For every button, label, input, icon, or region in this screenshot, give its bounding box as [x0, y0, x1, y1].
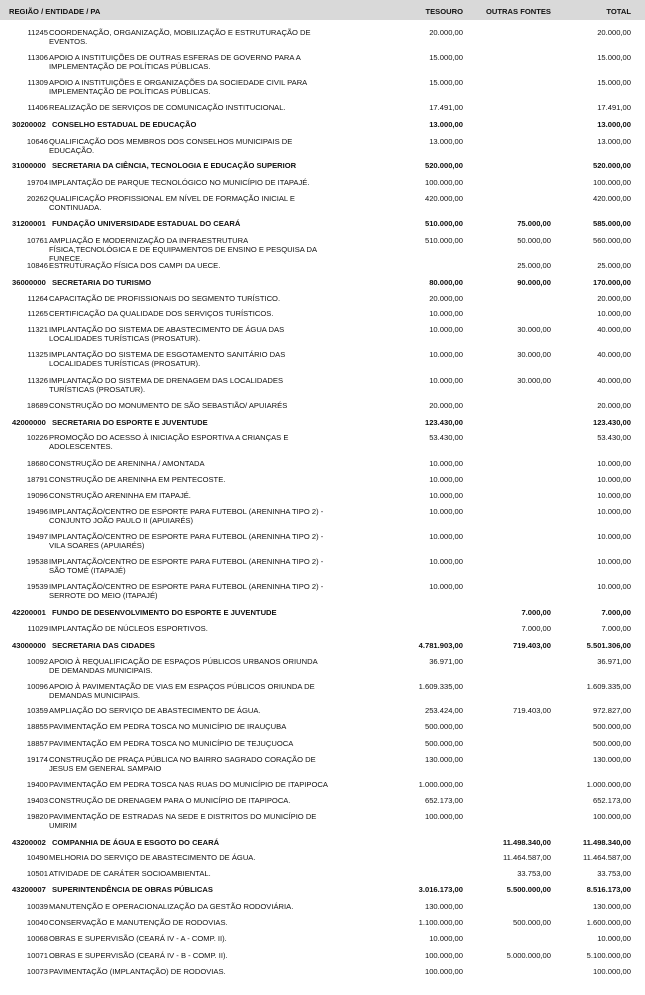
row-tesouro: 1.609.335,00 [418, 682, 463, 691]
row-tesouro: 520.000,00 [424, 161, 463, 170]
row-total: 100.000,00 [592, 967, 631, 976]
row-code: 11406 [27, 103, 48, 112]
row-total: 520.000,00 [592, 161, 631, 170]
row-outras-fontes: 11.498.340,00 [502, 838, 551, 847]
row-code: 18791 [26, 475, 48, 484]
row-outras-fontes: 7.000,00 [521, 624, 551, 633]
row-tesouro: 10.000,00 [429, 491, 463, 500]
row-description: IMPLANTAÇÃO/CENTRO DE ESPORTE PARA FUTEBOL (ARENINHA TIPO 2) - VILA SOARES (APUIARÉS) [49, 532, 324, 550]
row-tesouro: 10.000,00 [429, 532, 463, 541]
row-total: 1.600.000,00 [586, 918, 631, 927]
row-code: 19096 [26, 491, 48, 500]
row-outras-fontes: 5.500.000,00 [506, 885, 551, 894]
row-total: 100.000,00 [592, 812, 631, 821]
row-code: 18680 [26, 459, 48, 468]
row-code: 18689 [26, 401, 48, 410]
row-total: 40.000,00 [597, 325, 631, 334]
row-description: APOIO À REQUALIFICAÇÃO DE ESPAÇOS PÚBLICOS URBANOS ORIUNDA DE DEMANDAS MUNICIPAIS. [49, 657, 318, 675]
row-description: CONSTRUÇÃO DE ARENINHA EM PENTECOSTE. [49, 475, 226, 484]
row-tesouro: 17.491,00 [429, 103, 463, 112]
row-total: 652.173,00 [592, 796, 631, 805]
row-tesouro: 130.000,00 [424, 755, 463, 764]
row-total: 420.000,00 [592, 194, 631, 203]
row-outras-fontes: 75.000,00 [517, 219, 551, 228]
row-total: 15.000,00 [597, 53, 631, 62]
header-region: REGIÃO / ENTIDADE / PA [9, 7, 101, 16]
row-code: 10096 [26, 682, 48, 691]
row-description: APOIO A INSTITUIÇÕES E ORGANIZAÇÕES DA SOCIEDADE CIVIL PARA IMPLEMENTAÇÃO DE POLÍTICAS PÚBLICAS. [49, 78, 307, 96]
row-description: CONSTRUÇÃO DO MONUMENTO DE SÃO SEBASTIÃO/ APUIARÉS [49, 401, 288, 410]
row-description: QUALIFICAÇÃO PROFISSIONAL EM NÍVEL DE FORMAÇÃO INICIAL E CONTINUADA. [49, 194, 295, 212]
row-code: 10646 [26, 137, 48, 146]
row-code: 10073 [26, 967, 48, 976]
row-tesouro: 10.000,00 [429, 934, 463, 943]
row-description: PAVIMENTAÇÃO EM PEDRA TOSCA NO MUNICÍPIO DE IRAUÇUBA [49, 722, 287, 731]
row-total: 585.000,00 [592, 219, 631, 228]
row-total: 40.000,00 [597, 350, 631, 359]
row-tesouro: 123.430,00 [424, 418, 463, 427]
row-total: 123.430,00 [592, 418, 631, 427]
row-description: SECRETARIA DO ESPORTE E JUVENTUDE [52, 418, 208, 427]
row-description: AMPLIAÇÃO E MODERNIZAÇÃO DA INFRAESTRUTURA FÍSICA,TECNOLÓGICA E DE EQUIPAMENTOS DE ENSINO E PESQUISA DA FUNECE. [49, 236, 317, 263]
row-outras-fontes: 7.000,00 [521, 608, 551, 617]
row-outras-fontes: 719.403,00 [512, 706, 551, 715]
row-description: PAVIMENTAÇÃO DE ESTRADAS NA SEDE E DISTRITOS DO MUNICÍPIO DE UMIRIM [49, 812, 317, 830]
row-code: 10846 [26, 261, 48, 270]
row-total: 5.100.000,00 [586, 951, 631, 960]
row-tesouro: 20.000,00 [429, 28, 463, 37]
row-code: 18857 [26, 739, 48, 748]
row-description: APOIO A INSTITUIÇÕES DE OUTRAS ESFERAS DE GOVERNO PARA A IMPLEMENTAÇÃO DE POLÍTICAS PÚBLICAS. [49, 53, 301, 71]
row-tesouro: 500.000,00 [424, 739, 463, 748]
row-tesouro: 10.000,00 [429, 582, 463, 591]
row-tesouro: 53.430,00 [429, 433, 463, 442]
table-header [0, 0, 645, 20]
row-code: 43000000 [12, 641, 46, 650]
row-description: AMPLIAÇÃO DO SERVIÇO DE ABASTECIMENTO DE ÁGUA. [49, 706, 261, 715]
row-code: 10068 [26, 934, 48, 943]
row-description: OBRAS E SUPERVISÃO (CEARÁ IV - A - COMP. II). [49, 934, 227, 943]
row-tesouro: 10.000,00 [429, 475, 463, 484]
row-tesouro: 36.971,00 [429, 657, 463, 666]
row-tesouro: 420.000,00 [424, 194, 463, 203]
row-total: 15.000,00 [597, 78, 631, 87]
row-description: SECRETARIA DO TURISMO [52, 278, 152, 287]
row-code: 19174 [26, 755, 48, 764]
row-tesouro: 100.000,00 [424, 967, 463, 976]
row-outras-fontes: 30.000,00 [517, 325, 551, 334]
row-code: 19704 [26, 178, 48, 187]
row-tesouro: 13.000,00 [429, 120, 463, 129]
row-description: PAVIMENTAÇÃO (IMPLANTAÇÃO) DE RODOVIAS. [49, 967, 226, 976]
row-total: 972.827,00 [592, 706, 631, 715]
row-total: 53.430,00 [597, 433, 631, 442]
row-tesouro: 13.000,00 [429, 137, 463, 146]
row-tesouro: 130.000,00 [424, 902, 463, 911]
row-total: 36.971,00 [597, 657, 631, 666]
row-description: MANUTENÇÃO E OPERACIONALIZAÇÃO DA GESTÃO RODOVIÁRIA. [49, 902, 294, 911]
row-code: 10226 [26, 433, 48, 442]
header-tesouro: TESOURO [425, 7, 463, 16]
row-description: PAVIMENTAÇÃO EM PEDRA TOSCA NAS RUAS DO MUNICÍPIO DE ITAPIPOCA [49, 780, 328, 789]
row-code: 19497 [26, 532, 48, 541]
header-outras-fontes: OUTRAS FONTES [486, 7, 551, 16]
row-description: REALIZAÇÃO DE SERVIÇOS DE COMUNICAÇÃO INSTITUCIONAL. [49, 103, 286, 112]
row-total: 130.000,00 [592, 902, 631, 911]
row-description: APOIO À PAVIMENTAÇÃO DE VIAS EM ESPAÇOS PÚBLICOS ORIUNDA DE DEMANDAS MUNICIPAIS. [49, 682, 315, 700]
row-tesouro: 10.000,00 [429, 309, 463, 318]
row-code: 11265 [27, 309, 48, 318]
row-description: COMPANHIA DE ÁGUA E ESGOTO DO CEARÁ [52, 838, 220, 847]
row-code: 11325 [27, 350, 48, 359]
row-description: FUNDAÇÃO UNIVERSIDADE ESTADUAL DO CEARÁ [52, 219, 241, 228]
row-code: 10071 [26, 951, 48, 960]
row-code: 10039 [26, 902, 48, 911]
row-total: 20.000,00 [597, 294, 631, 303]
row-code: 10490 [26, 853, 48, 862]
row-description: CONSERVAÇÃO E MANUTENÇÃO DE RODOVIAS. [49, 918, 228, 927]
row-description: ESTRUTURAÇÃO FÍSICA DOS CAMPI DA UECE. [49, 261, 221, 270]
row-outras-fontes: 719.403,00 [512, 641, 551, 650]
row-code: 11326 [27, 376, 48, 385]
row-total: 8.516.173,00 [586, 885, 631, 894]
row-tesouro: 1.100.000,00 [418, 918, 463, 927]
row-tesouro: 3.016.173,00 [418, 885, 463, 894]
row-description: CONSTRUÇÃO DE PRAÇA PÚBLICA NO BAIRRO SAGRADO CORAÇÃO DE JESUS EM GENERAL SAMPAIO [49, 755, 316, 773]
row-total: 7.000,00 [601, 624, 631, 633]
row-code: 42000000 [12, 418, 46, 427]
row-total: 10.000,00 [597, 582, 631, 591]
row-total: 11.498.340,00 [582, 838, 631, 847]
row-description: ATIVIDADE DE CARÁTER SOCIOAMBIENTAL. [49, 869, 211, 878]
row-total: 100.000,00 [592, 178, 631, 187]
row-code: 11306 [27, 53, 48, 62]
row-description: PROMOÇÃO DO ACESSO À INICIAÇÃO ESPORTIVA A CRIANÇAS E ADOLESCENTES. [49, 433, 289, 451]
row-tesouro: 4.781.903,00 [418, 641, 463, 650]
row-total: 500.000,00 [592, 722, 631, 731]
row-outras-fontes: 50.000,00 [517, 236, 551, 245]
row-description: IMPLANTAÇÃO DE PARQUE TECNOLÓGICO NO MUNICÍPIO DE ITAPAJÉ. [49, 178, 310, 187]
row-code: 11029 [27, 624, 48, 633]
row-code: 19539 [26, 582, 48, 591]
row-tesouro: 100.000,00 [424, 812, 463, 821]
row-total: 5.501.306,00 [586, 641, 631, 650]
row-total: 1.000.000,00 [586, 780, 631, 789]
row-tesouro: 500.000,00 [424, 722, 463, 731]
row-code: 31000000 [12, 161, 46, 170]
row-code: 30200002 [12, 120, 46, 129]
row-total: 13.000,00 [597, 137, 631, 146]
row-total: 10.000,00 [597, 532, 631, 541]
row-code: 10501 [26, 869, 48, 878]
row-tesouro: 20.000,00 [429, 294, 463, 303]
row-code: 43200002 [12, 838, 46, 847]
row-code: 10761 [26, 236, 48, 245]
row-code: 11245 [27, 28, 48, 37]
row-description: IMPLANTAÇÃO/CENTRO DE ESPORTE PARA FUTEBOL (ARENINHA TIPO 2) - SÃO TOMÉ (ITAPAJÉ) [49, 557, 324, 575]
row-code: 19538 [26, 557, 48, 566]
row-total: 20.000,00 [597, 28, 631, 37]
row-total: 170.000,00 [592, 278, 631, 287]
row-outras-fontes: 5.000.000,00 [506, 951, 551, 960]
row-description: SECRETARIA DAS CIDADES [52, 641, 155, 650]
row-tesouro: 100.000,00 [424, 178, 463, 187]
row-code: 19496 [26, 507, 48, 516]
row-description: IMPLANTAÇÃO/CENTRO DE ESPORTE PARA FUTEBOL (ARENINHA TIPO 2) - CONJUNTO JOÃO PAULO II (APUIARÉS) [49, 507, 324, 525]
row-tesouro: 15.000,00 [429, 53, 463, 62]
row-description: IMPLANTAÇÃO DO SISTEMA DE ESGOTAMENTO SANITÁRIO DAS LOCALIDADES TURÍSTICAS (PROSATUR). [49, 350, 286, 368]
row-code: 10092 [26, 657, 48, 666]
row-description: CONSTRUÇÃO DE DRENAGEM PARA O MUNICÍPIO DE ITAPIPOCA. [49, 796, 291, 805]
row-total: 33.753,00 [597, 869, 631, 878]
row-total: 10.000,00 [597, 309, 631, 318]
row-description: CONSTRUÇÃO ARENINHA EM ITAPAJÉ. [49, 491, 191, 500]
row-total: 11.464.587,00 [583, 853, 631, 862]
row-code: 10359 [26, 706, 48, 715]
row-code: 19403 [26, 796, 48, 805]
row-tesouro: 80.000,00 [429, 278, 463, 287]
row-outras-fontes: 500.000,00 [512, 918, 551, 927]
row-tesouro: 10.000,00 [429, 557, 463, 566]
row-code: 10040 [26, 918, 48, 927]
row-tesouro: 20.000,00 [429, 401, 463, 410]
row-total: 10.000,00 [597, 507, 631, 516]
row-code: 18855 [26, 722, 48, 731]
row-code: 19400 [26, 780, 48, 789]
row-description: COORDENAÇÃO, ORGANIZAÇÃO, MOBILIZAÇÃO E ESTRUTURAÇÃO DE EVENTOS. [49, 28, 311, 46]
row-total: 10.000,00 [597, 475, 631, 484]
row-code: 11321 [27, 325, 48, 334]
row-tesouro: 510.000,00 [424, 236, 463, 245]
row-total: 13.000,00 [597, 120, 631, 129]
row-tesouro: 10.000,00 [429, 350, 463, 359]
row-total: 10.000,00 [597, 934, 631, 943]
row-tesouro: 510.000,00 [424, 219, 463, 228]
row-total: 560.000,00 [592, 236, 631, 245]
row-outras-fontes: 33.753,00 [517, 869, 551, 878]
row-total: 500.000,00 [592, 739, 631, 748]
row-tesouro: 10.000,00 [429, 459, 463, 468]
row-description: PAVIMENTAÇÃO EM PEDRA TOSCA NO MUNICÍPIO DE TEJUÇUOCA [49, 739, 294, 748]
row-description: SECRETARIA DA CIÊNCIA, TECNOLOGIA E EDUCAÇÃO SUPERIOR [52, 161, 297, 170]
row-outras-fontes: 90.000,00 [517, 278, 551, 287]
row-description: IMPLANTAÇÃO/CENTRO DE ESPORTE PARA FUTEBOL (ARENINHA TIPO 2) - SERROTE DO MEIO (ITAPAJÉ) [49, 582, 324, 600]
row-code: 42200001 [12, 608, 46, 617]
row-tesouro: 10.000,00 [429, 325, 463, 334]
row-outras-fontes: 30.000,00 [517, 350, 551, 359]
row-description: IMPLANTAÇÃO DE NÚCLEOS ESPORTIVOS. [49, 624, 208, 633]
row-description: OBRAS E SUPERVISÃO (CEARÁ IV - B - COMP. II). [49, 951, 228, 960]
row-tesouro: 10.000,00 [429, 376, 463, 385]
row-total: 40.000,00 [597, 376, 631, 385]
row-tesouro: 652.173,00 [424, 796, 463, 805]
row-description: CERTIFICAÇÃO DA QUALIDADE DOS SERVIÇOS TURÍSTICOS. [49, 309, 274, 318]
row-description: QUALIFICAÇÃO DOS MEMBROS DOS CONSELHOS MUNICIPAIS DE EDUCAÇÃO. [49, 137, 293, 155]
row-outras-fontes: 30.000,00 [517, 376, 551, 385]
row-description: MELHORIA DO SERVIÇO DE ABASTECIMENTO DE ÁGUA. [49, 853, 256, 862]
row-code: 36000000 [12, 278, 46, 287]
row-total: 1.609.335,00 [586, 682, 631, 691]
row-code: 20262 [26, 194, 48, 203]
row-code: 19820 [26, 812, 48, 821]
row-description: IMPLANTAÇÃO DO SISTEMA DE ABASTECIMENTO DE ÁGUA DAS LOCALIDADES TURÍSTICAS (PROSATUR). [49, 325, 285, 343]
row-description: CONSELHO ESTADUAL DE EDUCAÇÃO [52, 120, 197, 129]
row-code: 43200007 [12, 885, 46, 894]
row-total: 10.000,00 [597, 459, 631, 468]
row-description: SUPERINTENDÊNCIA DE OBRAS PÚBLICAS [52, 885, 213, 894]
row-description: CAPACITAÇÃO DE PROFISSIONAIS DO SEGMENTO TURÍSTICO. [49, 294, 281, 303]
row-description: IMPLANTAÇÃO DO SISTEMA DE DRENAGEM DAS LOCALIDADES TURÍSTICAS (PROSATUR). [49, 376, 284, 394]
row-outras-fontes: 25.000,00 [517, 261, 551, 270]
row-total: 10.000,00 [597, 557, 631, 566]
row-tesouro: 15.000,00 [429, 78, 463, 87]
row-code: 11309 [27, 78, 48, 87]
row-code: 11264 [27, 294, 48, 303]
row-tesouro: 253.424,00 [424, 706, 463, 715]
row-description: CONSTRUÇÃO DE ARENINHA / AMONTADA [49, 459, 205, 468]
row-code: 31200001 [12, 219, 46, 228]
row-tesouro: 1.000.000,00 [418, 780, 463, 789]
row-total: 10.000,00 [597, 491, 631, 500]
row-tesouro: 100.000,00 [424, 951, 463, 960]
row-total: 17.491,00 [597, 103, 631, 112]
row-total: 25.000,00 [597, 261, 631, 270]
row-total: 20.000,00 [597, 401, 631, 410]
row-total: 7.000,00 [601, 608, 631, 617]
row-description: FUNDO DE DESENVOLVIMENTO DO ESPORTE E JUVENTUDE [52, 608, 277, 617]
row-outras-fontes: 11.464.587,00 [503, 853, 551, 862]
header-total: TOTAL [606, 7, 631, 16]
row-total: 130.000,00 [592, 755, 631, 764]
row-tesouro: 10.000,00 [429, 507, 463, 516]
